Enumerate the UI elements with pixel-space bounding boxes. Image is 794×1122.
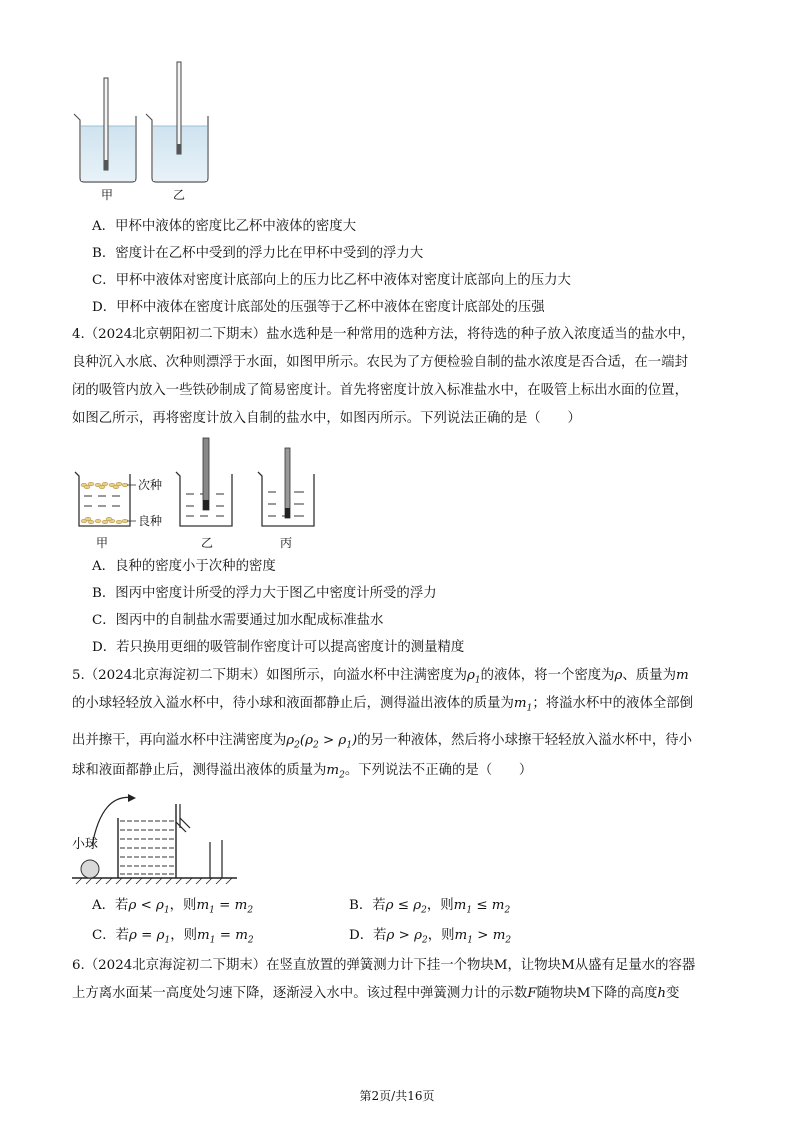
q3-option-b: B．密度计在乙杯中受到的浮力比在甲杯中受到的浮力大 (92, 246, 424, 261)
page-footer: 第2页/共16页 (359, 1089, 435, 1103)
q4-option-d: D．若只换用更细的吸管制作密度计可以提高密度计的测量精度 (92, 640, 465, 655)
q3-option-a: A．甲杯中液体的密度比乙杯中液体的密度大 (92, 219, 357, 234)
q4-label-cizhong: 次种 (138, 478, 163, 492)
q6-stem-line-1: 6.（2024北京海淀初二下期末）在竖直放置的弹簧测力计下挂一个物块M，让物块M从盛有足量水的容器 (72, 958, 696, 973)
q5-option-b: B．若$\rho \le \rho_2$，则$m_1 \le m_2$ (349, 898, 511, 916)
q3-figure (70, 60, 230, 185)
q5-stem-line-2: 的小球轻轻放入溢水杯中，待小球和液面都静止后，测得溢出液体的质量为$m_1$；将溢水杯中的液体全部倒 (72, 696, 694, 714)
q4-stem-line-3: 闭的吸管内放入一些铁砂制成了简易密度计。首先将密度计放入标准盐水中，在吸管上标出水面的位置， (72, 383, 688, 398)
q4-stem-line-2: 良种沉入水底、次种则漂浮于水面，如图甲所示。农民为了方便检验自制的盐水浓度是否合适，在一端封 (72, 355, 688, 370)
q4-label-bing: 丙 (280, 536, 293, 550)
q4-option-a: A．良种的密度小于次种的密度 (92, 559, 276, 574)
q5-option-c: C．若$\rho = \rho_1$，则$m_1 = m_2$ (92, 928, 254, 946)
q4-label-jia: 甲 (96, 536, 109, 550)
q5-ball-label: 小球 (72, 837, 99, 852)
q4-stem-line-4: 如图乙所示，再将密度计放入自制的盐水中，如图丙所示。下列说法正确的是（ ） (72, 411, 581, 426)
q3-label-jia: 甲 (101, 188, 114, 202)
q4-option-b: B．图丙中密度计所受的浮力大于图乙中密度计所受的浮力 (92, 586, 437, 601)
q5-stem-line-4: 球和液面都静止后，测得溢出液体的质量为$m_2$。下列说法不正确的是（ ） (72, 763, 533, 781)
q3-option-c: C．甲杯中液体对密度计底部向上的压力比乙杯中液体对密度计底部向上的压力大 (92, 273, 571, 288)
q5-stem-line-1: 5.（2024北京海淀初二下期末）如图所示，向溢水杯中注满密度为$\rho_1$的液体，将一个密度为ρ、质量为m (72, 668, 689, 686)
q5-option-a: A．若$\rho < \rho_1$，则$m_1 = m_2$ (92, 898, 254, 916)
q4-figure (72, 436, 332, 536)
q4-label-yi: 乙 (201, 536, 214, 550)
q4-label-liangzhong: 良种 (138, 514, 163, 528)
q6-stem-line-2: 上方离水面某一高度处匀速下降，逐渐浸入水中。该过程中弹簧测力计的示数F随物块M下降的高度h变 (72, 986, 680, 1001)
q4-stem-line-1: 4.（2024北京朝阳初二下期末）盐水选种是一种常用的选种方法，将待选的种子放入浓度适当的盐水中， (72, 327, 695, 342)
q4-option-c: C．图丙中的自制盐水需要通过加水配成标准盐水 (92, 613, 384, 628)
q5-option-d: D．若$\rho > \rho_2$，则$m_1 > m_2$ (349, 928, 512, 946)
q5-stem-line-3: 出并擦干，再向溢水杯中注满密度为$\rho_2(\rho_2 > \rho_1)$的另一种液体，然后将小球擦干轻轻放入溢水杯中，待小 (72, 733, 693, 751)
q3-option-d: D．甲杯中液体在密度计底部处的压强等于乙杯中液体在密度计底部处的压强 (92, 300, 545, 315)
q3-label-yi: 乙 (173, 188, 186, 202)
